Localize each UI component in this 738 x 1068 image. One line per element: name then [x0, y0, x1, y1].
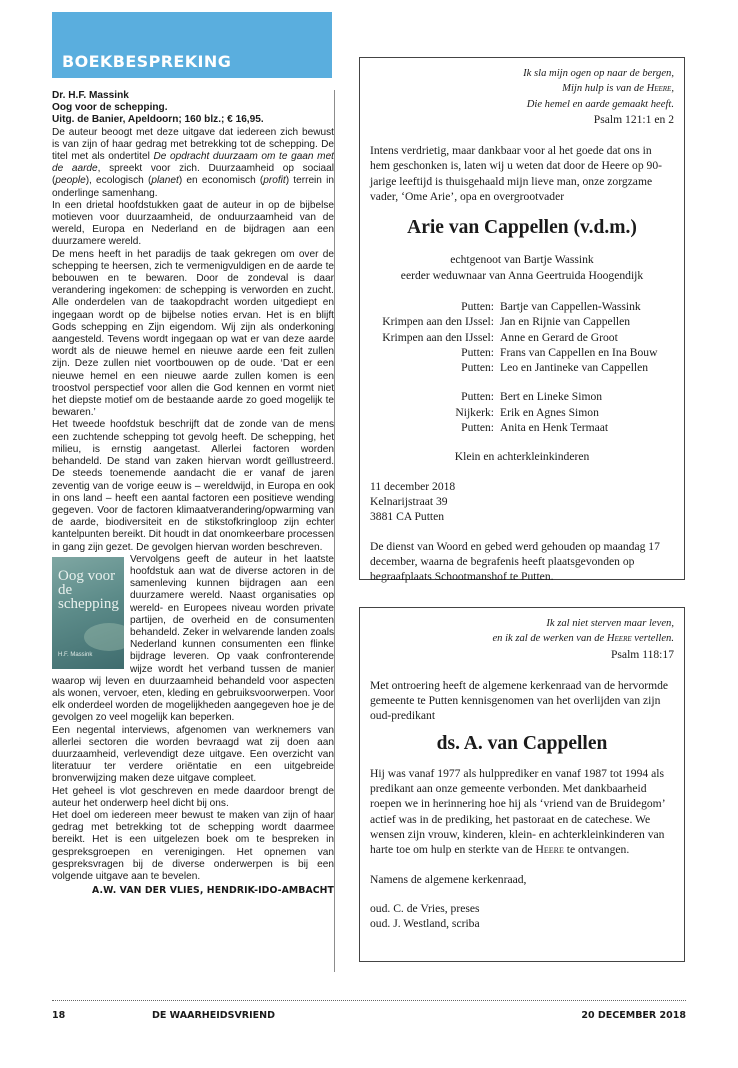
book-block — [52, 554, 334, 725]
widower-line: eerder weduwnaar van Anna Geertruida Hoogendijk — [400, 268, 644, 282]
review-text: ), ecologisch ( — [85, 175, 152, 187]
address-line: Kelnarijstraat 39 — [370, 494, 448, 508]
relative-row — [370, 330, 674, 345]
relative-row — [370, 420, 674, 435]
service-info: De dienst van Woord en gebed werd gehouden op maandag 17 december, waarna de begrafenis heeft plaatsgevonden op begraafplaats Schootmanshof te Putten. — [370, 539, 660, 584]
relative-place: Krimpen aan den IJssel: — [382, 330, 494, 344]
relative-names: Erik en Agnes Simon — [500, 405, 599, 419]
review-text: ) en economisch ( — [178, 175, 264, 187]
review-text: ) terrein in onderlinge samenhang. — [52, 175, 334, 199]
notice-body-text: Hij was vanaf 1977 als hulpprediker en vanaf 1987 tot 1994 als predikant aan onze gemeente verbonden. Met dankbaarheid roepen we in herinnering hoe hij als ‘vriend van de Bruidegom’ actief was in de prediking, het pastoraat en de catechese. We wensen zijn vrouw, kinderen, klein- en achterkleinkinderen van harte toe om hulp en sterkte van de — [370, 766, 665, 857]
issue-date: 20 DECEMBER 2018 — [581, 1010, 686, 1021]
relative-row — [370, 360, 674, 375]
deceased-name: Arie van Cappellen (v.d.m.) — [407, 217, 637, 239]
relative-place: Krimpen aan den IJssel: — [382, 315, 494, 329]
review-paragraph: Vervolgens geeft de auteur in het laatste hoofdstuk aan wat de diverse actoren in de samenleving kunnen bijdragen aan een duurzamere wereld. Naast organisaties op wereld- en Europees niveau worden private partijen, de overheid en de consumenten behandeld. Zeker in welvarende landen zoals Nederland kunnen consumenten een flinke bijdrage leveren. Op vaak confronterende wijze wordt het verband tussen de manier waarop wij leven en duurzaamheid behandeld voor aspecten als wonen, vervoer, eten, kleding en gebruiksvoorwerpen. Voor elk onderdeel worden de mogelijkheden aangegeven hoe je de gevolgen zo veel mogelijk kan beperken. — [52, 553, 334, 724]
book-cover-image — [52, 557, 124, 669]
relative-names: Anita en Henk Termaat — [500, 421, 609, 435]
notice-body-text: te ontvangen. — [563, 843, 630, 857]
relative-row — [370, 314, 674, 329]
relative-names: Bartje van Cappellen-Wassink — [500, 299, 641, 313]
review-term: profit — [263, 175, 286, 187]
relative-row — [370, 299, 674, 314]
page-number: 18 — [52, 1010, 66, 1021]
verse-reference: Psalm 118:17 — [610, 647, 674, 661]
relative-row — [370, 345, 674, 360]
relative-row — [370, 389, 674, 404]
relative-names: Anne en Gerard de Groot — [500, 330, 618, 344]
review-paragraph: De mens heeft in het paradijs de taak gekregen om over de schepping te heersen, zich te vermenigvuldigen en de aarde te bebouwen en te bewaren. Door de zondeval is daar verandering ingekomen: de schepping is verworden en zucht. Alle onderdelen van de taakopdracht worden uitgediept en ingegaan wordt op de bijbelse noties ervan. Het is en blijft Gods schepping en Zijn eigendom. Wij zijn als onderkoning aangesteld. Tevens wordt ingegaan op wat er van deze aarde wordt als de nieuwe hemel en nieuwe aarde een feit zullen zijn. Deze zullen niet voortbouwen op de oude. ‘Dat er een nieuwe hemel en een nieuwe aarde zullen komen is een troostvol perspectief voor allen die God kennen en vormt niet het diepste motief om de bestaande aarde zo goed mogelijk te bewaren.’ — [52, 248, 334, 419]
review-text: , spreekt voor zich. Duurzaamheid op sociaal ( — [52, 163, 334, 187]
death-notice-family — [359, 57, 685, 584]
verse-line: Mijn hulp is van de Heere, — [562, 83, 674, 95]
review-paragraph: Het geheel is vlot geschreven en mede daardoor brengt de auteur het onderwerp heel dicht bij ons. — [52, 785, 334, 809]
section-title: BOEKBESPREKING — [62, 52, 232, 71]
address-line: 3881 CA Putten — [370, 510, 445, 524]
review-author: Dr. H.F. Massink — [52, 90, 129, 101]
footer-divider — [52, 1000, 686, 1001]
relative-place: Putten: — [461, 361, 494, 375]
spouse-line: echtgenoot van Bartje Wassink — [450, 253, 594, 267]
relative-place: Nijkerk: — [455, 405, 494, 419]
notice-intro: Intens verdrietig, maar dankbaar voor al het goede dat ons in hem geschonken is, laten wij u weten dat door de Heere op 90-jarige leeftijd is thuisgehaald mijn lieve man, onze zorgzame vader, ‘Ome Arie’, opa en overgrootvader — [370, 144, 663, 204]
address-line: 11 december 2018 — [370, 479, 456, 493]
column-divider — [334, 90, 335, 972]
review-term: planet — [151, 175, 179, 187]
review-subtitle: De opdracht duurzaam om te gaan met de aarde — [52, 151, 334, 175]
relative-place: Putten: — [461, 421, 494, 435]
review-book-title: Oog voor de schepping. — [52, 102, 168, 114]
verse-reference: Psalm 121:1 en 2 — [593, 112, 674, 126]
relative-place: Putten: — [461, 345, 494, 359]
review-paragraph: In een drietal hoofdstukken gaat de auteur in op de bijbelse motieven voor duurzaamheid, de onduurzaamheid van de wereld, Europa en Nederland en de bijdragen aan een duurzamere wereld. — [52, 199, 334, 248]
notice-body-heere: Heere — [535, 843, 564, 857]
closing-line: Namens de algemene kerkenraad, — [370, 872, 527, 886]
relative-row — [370, 405, 674, 420]
verse-line: Die hemel en aarde gemaakt heeft. — [526, 98, 674, 110]
review-text: De auteur beoogt met deze uitgave dat iedereen zich bewust is van zijn of haar gedrag met betrekking tot de schepping. De titel met als ondertitel — [52, 126, 334, 163]
cover-title: Oog voor de schepping — [58, 567, 119, 612]
relative-names: Bert en Lineke Simon — [500, 390, 603, 404]
reviewer-signature: A.W. VAN DER VLIES, HENDRIK-IDO-AMBACHT — [92, 885, 334, 897]
notice-intro: Met ontroering heeft de algemene kerkenraad van de hervormde gemeente te Putten kennisgenomen van het overlijden van zijn oud-predikant — [370, 678, 669, 723]
magazine-name: DE WAARHEIDSVRIEND — [152, 1010, 275, 1021]
relatives-group — [370, 299, 674, 375]
deceased-name: ds. A. van Cappellen — [436, 732, 608, 754]
relative-place: Putten: — [461, 299, 494, 313]
signatory: oud. J. Westland, scriba — [370, 917, 480, 931]
verse-line: en ik zal de werken van de Heere vertellen. — [492, 633, 674, 645]
relatives-group — [370, 389, 674, 435]
death-notice-church — [359, 607, 685, 962]
review-publication: Uitg. de Banier, Apeldoorn; 160 blz.; € 16,95. — [52, 114, 264, 126]
review-term: people — [55, 175, 86, 187]
review-paragraph: Het doel om iedereen meer bewust te maken van zijn of haar gedrag met betrekking tot de schepping wordt daarmee bereikt. Het is een uitgelezen boek om te bespreken in gespreksgroepen en verenigingen. Het opnemen van gespreksvragen bij de diverse onderwerpen is bij een volgende uitgave aan te bevelen. — [52, 809, 334, 882]
book-review — [52, 90, 334, 897]
relative-names: Jan en Rijnie van Cappellen — [500, 315, 631, 329]
grandchildren-line: Klein en achterkleinkinderen — [454, 450, 590, 464]
relative-names: Leo en Jantineke van Cappellen — [500, 361, 649, 375]
verse-line: Ik zal niet sterven maar leven, — [546, 618, 674, 629]
review-paragraph: Het tweede hoofdstuk beschrijft dat de zonde van de mens een zuchtende schepping tot gevolg heeft. De schepping, het milieu, is ernstig aangetast. Allerlei factoren worden behandeld. De stand van zaken hiervan wordt geïllustreerd. De steeds toenemende aandacht die er vanaf de jaren zeventig van de vorige eeuw is – wereldwijd, in Europa en ook in ons land – heeft een aantal factoren een positieve wending gegeven. Voor de factoren klimaatverandering/opwarming van de aarde, biodiversiteit en de stikstofkringloop zijn echter kantelpunten bereikt. Dit houdt in dat onomkeerbare processen in gang zijn gezet. De gevolgen hiervan worden beschreven. — [52, 419, 334, 553]
cover-decoration — [84, 623, 124, 651]
review-paragraph — [52, 127, 334, 200]
verse-line: Ik sla mijn ogen op naar de bergen, — [523, 68, 674, 79]
relative-names: Frans van Cappellen en Ina Bouw — [500, 345, 658, 359]
cover-author: H.F. Massink — [58, 651, 93, 658]
review-paragraph: Een negental interviews, afgenomen van werknemers van allerlei sectoren die worden bevraagd wat zij doen aan duurzaamheid, verlevendigt deze uitgave. Een overzicht van literatuur ter verdere oriëntatie en een uitgebreide bronverwijzing maken deze uitgave compleet. — [52, 724, 334, 785]
notice-body — [370, 766, 674, 858]
signatory: oud. C. de Vries, preses — [370, 901, 480, 915]
section-banner — [52, 12, 332, 78]
relative-place: Putten: — [461, 390, 494, 404]
